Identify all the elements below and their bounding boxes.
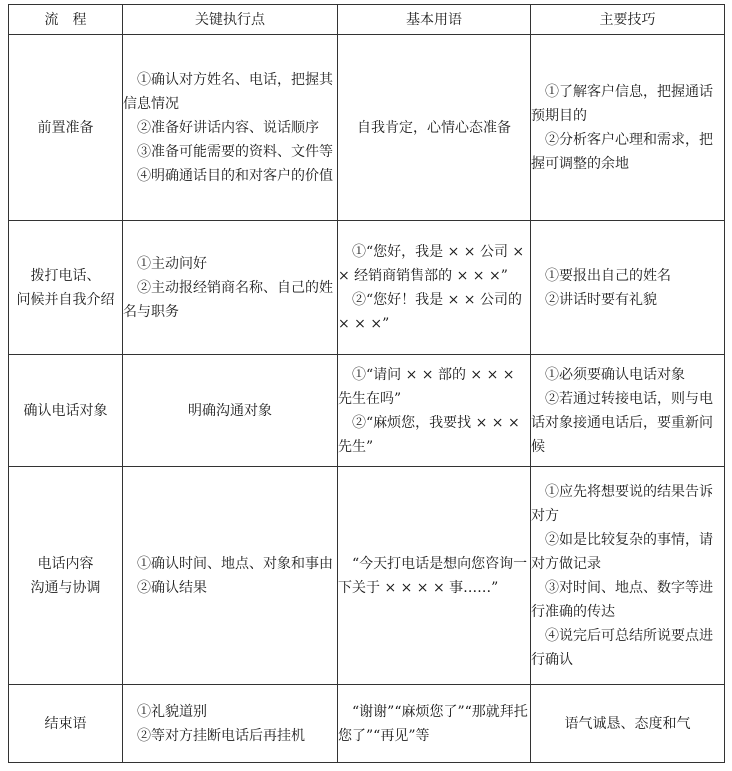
key-point: ②等对方挂断电话后再挂机 [137, 727, 305, 744]
stage-text: 拨打电话、 [30, 267, 101, 284]
phrase: ②“麻烦您，我要找 × × × 先生” [338, 414, 520, 455]
skill: ④说完后可总结所说要点进行确认 [531, 627, 713, 668]
phrases-cell [338, 467, 531, 685]
key-point: ①礼貌道别 [137, 703, 207, 720]
table-row [9, 467, 725, 685]
phrases-cell [338, 221, 531, 355]
skills-cell [531, 35, 725, 221]
phrase: ①“请问 × × 部的 × × × 先生在吗” [338, 366, 515, 407]
stage-cell [9, 685, 123, 763]
key-point: ②确认结果 [137, 579, 207, 596]
table-row [9, 685, 725, 763]
table-row [9, 355, 725, 467]
stage-text: 问候并自我介绍 [16, 291, 115, 308]
phrases-cell [338, 685, 531, 763]
key-points-cell [123, 221, 338, 355]
table-header-row [9, 5, 725, 35]
stage-cell [9, 221, 123, 355]
skill: ③对时间、地点、数字等进行准确的传达 [531, 579, 713, 620]
header-main-skills: 主要技巧 [531, 5, 725, 35]
skill: ①必须要确认电话对象 [545, 366, 685, 383]
stage-text: 沟通与协调 [30, 579, 101, 596]
skill: ②若通过转接电话，则与电话对象接通电话后，要重新问候 [531, 390, 713, 455]
key-point: ④明确通话目的和对客户的价值 [137, 167, 333, 184]
key-point: ①确认对方姓名、电话，把握其信息情况 [123, 71, 333, 112]
skills-cell [531, 467, 725, 685]
key-point: ②准备好讲话内容、说话顺序 [137, 119, 319, 136]
table-row [9, 221, 725, 355]
stage-cell [9, 467, 123, 685]
stage-cell [9, 355, 123, 467]
phone-call-process-table [8, 4, 725, 763]
skills-cell [531, 685, 725, 763]
key-point: ③准备可能需要的资料、文件等 [137, 143, 333, 160]
phrase: ②“您好！我是 × × 公司的 × × ×” [338, 291, 522, 332]
skills-cell [531, 221, 725, 355]
key-point: ①主动问好 [137, 255, 207, 272]
stage-cell [9, 35, 123, 221]
key-points-cell [123, 35, 338, 221]
skill: ①应先将想要说的结果告诉对方 [531, 483, 713, 524]
skill: ②讲话时要有礼貌 [545, 291, 657, 308]
phrase: ①“您好，我是 × × 公司 × × 经销商销售部的 × × ×” [338, 243, 525, 284]
header-process: 流 程 [9, 5, 123, 35]
phrase: “今天打电话是想向您咨询一下关于 × × × × 事……” [338, 555, 528, 596]
skill: ①了解客户信息，把握通话预期目的 [531, 83, 713, 124]
table-row [9, 35, 725, 221]
phrases-cell [338, 355, 531, 467]
key-points-cell [123, 355, 338, 467]
key-points-cell [123, 685, 338, 763]
stage-text: 电话内容 [37, 555, 94, 572]
key-point: 明确沟通对象 [188, 402, 272, 419]
stage-text: 前置准备 [37, 119, 94, 136]
skills-cell [531, 355, 725, 467]
header-key-points: 关键执行点 [123, 5, 338, 35]
key-point: ②主动报经销商名称、自己的姓名与职务 [123, 279, 333, 320]
phrases-cell [338, 35, 531, 221]
key-point: ①确认时间、地点、对象和事由 [137, 555, 333, 572]
stage-text: 结束语 [44, 715, 87, 732]
stage-text: 确认电话对象 [23, 402, 108, 419]
skill: 语气诚恳、态度和气 [564, 715, 691, 732]
phrase: 自我肯定，心情心态准备 [357, 119, 511, 136]
key-points-cell [123, 467, 338, 685]
skill: ②分析客户心理和需求，把握可调整的余地 [531, 131, 713, 172]
phrase: “谢谢”“麻烦您了”“那就拜托您了”“再见”等 [338, 703, 528, 744]
skill: ②如是比较复杂的事情，请对方做记录 [531, 531, 713, 572]
header-basic-phrases: 基本用语 [338, 5, 531, 35]
skill: ①要报出自己的姓名 [545, 267, 671, 284]
